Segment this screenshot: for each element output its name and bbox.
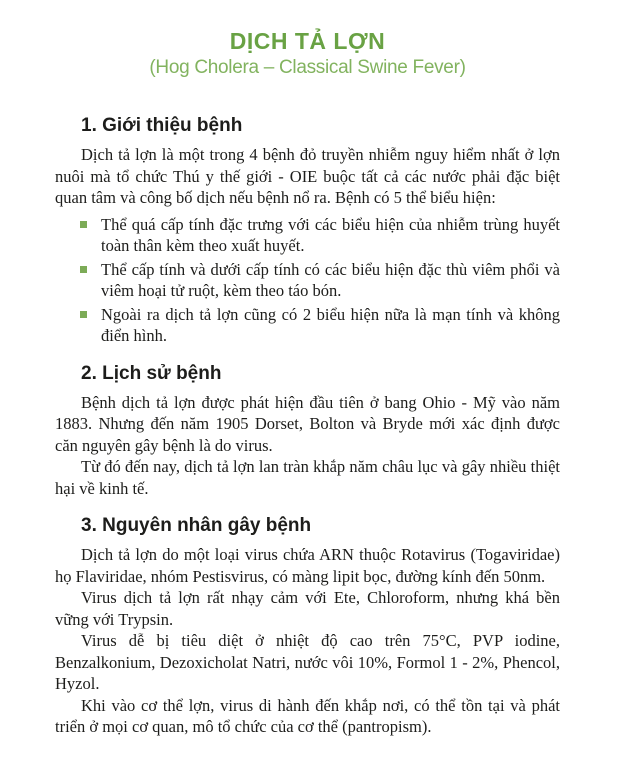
section-heading: 2. Lịch sử bệnh bbox=[81, 362, 222, 384]
body-paragraph: Từ đó đến nay, dịch tả lợn lan tràn khắp năm châu lục và gây nhiều thiệt hại về kinh tế. bbox=[55, 457, 560, 498]
section-heading: 1. Giới thiệu bệnh bbox=[81, 115, 243, 136]
body-paragraph: Khi vào cơ thể lợn, virus di hành đến khắp nơi, có thể tồn tại và phát triển ở mọi cơ quan, mô tổ chức của cơ thể (pantropism). bbox=[55, 695, 560, 736]
page-title: DỊCH TẢ LỢN bbox=[229, 28, 386, 54]
body-paragraph: Virus dễ bị tiêu diệt ở nhiệt độ cao trên 75°C, PVP iodine, Benzalkonium, Dezoxicholat Natri, nước vôi 10%, Formol 1 - 2%, Phencol, Hyzol. bbox=[55, 631, 560, 693]
section-heading: 3. Nguyên nhân gây bệnh bbox=[81, 515, 312, 536]
bullet-text: Thể cấp tính và dưới cấp tính có các biểu hiện đặc thù viêm phổi và viêm hoại tử ruột, kèm theo táo bón. bbox=[101, 259, 560, 300]
bullet-list bbox=[55, 214, 560, 347]
list-item bbox=[101, 259, 560, 302]
bullet-square-icon bbox=[80, 311, 87, 318]
section bbox=[55, 514, 560, 738]
bullet-square-icon bbox=[80, 266, 87, 273]
list-item bbox=[101, 304, 560, 347]
page-subtitle: (Hog Cholera – Classical Swine Fever) bbox=[149, 57, 466, 78]
body-paragraph: Dịch tả lợn là một trong 4 bệnh đỏ truyền nhiễm nguy hiểm nhất ở lợn nuôi mà tổ chức Thú y thế giới - OIE buộc tất cả các nước phải đặc biệt quan tâm và công bố dịch nếu bệnh nổ ra. Bệnh có 5 thể biểu hiện: bbox=[55, 145, 560, 207]
bullet-text: Thể quá cấp tính đặc trưng với các biểu hiện của nhiễm trùng huyết toàn thân kèm theo xuất huyết. bbox=[101, 214, 560, 255]
body-paragraph: Virus dịch tả lợn rất nhạy cảm với Ete, Chloroform, nhưng khá bền vững với Trypsin. bbox=[55, 588, 560, 629]
section bbox=[55, 362, 560, 500]
bullet-square-icon bbox=[80, 221, 87, 228]
list-item bbox=[101, 214, 560, 257]
document-body bbox=[55, 114, 560, 738]
body-paragraph: Dịch tả lợn do một loại virus chứa ARN thuộc Rotavirus (Togaviridae) họ Flaviridae, nhóm Pestisvirus, có màng lipit bọc, đường kính đến 50nm. bbox=[55, 545, 560, 586]
body-paragraph: Bệnh dịch tả lợn được phát hiện đầu tiên ở bang Ohio - Mỹ vào năm 1883. Nhưng đến năm 1905 Dorset, Bolton và Bryde mới xác định được căn nguyên gây bệnh là do virus. bbox=[55, 392, 560, 455]
section bbox=[55, 114, 560, 347]
bullet-text: Ngoài ra dịch tả lợn cũng có 2 biểu hiện nữa là mạn tính và không điển hình. bbox=[101, 304, 560, 345]
